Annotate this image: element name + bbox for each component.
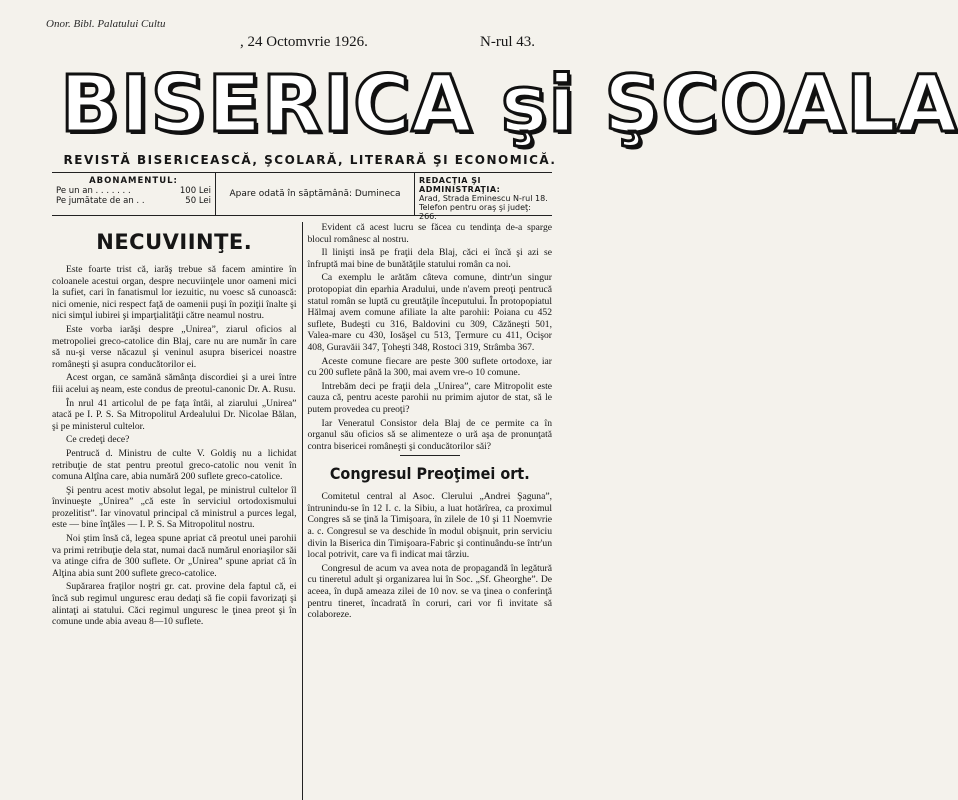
issue-date: , 24 Octomvrie 1926. bbox=[240, 34, 368, 50]
subscription-price: 50 Lei bbox=[185, 196, 211, 206]
section-divider bbox=[400, 455, 460, 456]
subscription-box bbox=[52, 173, 216, 215]
editorial-box bbox=[415, 173, 552, 221]
article-paragraph: Intrebăm deci pe fraţii dela „Unirea”, care Mitropolit este cauza că, pentru aceste parohii nu primim ajutor de stat, să le putem provedea cu preoţi? bbox=[307, 380, 553, 415]
masthead-title: BISERICA şi ŞCOALA bbox=[60, 60, 958, 150]
library-stamp: Onor. Bibl. Palatului Cultu bbox=[46, 18, 166, 30]
article-paragraph: Congresul de acum va avea nota de propagandă în legătură cu tineretul adult şi organizarea lui în Soc. „Sf. Gheorghe”. De aceea, în după ameaza zilei de 10 nov. se va ţinea o conferinţă pentru tineret, încadrată în coruri, cari vor fi invitate să colaboreze. bbox=[307, 562, 553, 621]
article-paragraph: Noi ştim însă că, legea spune apriat că preotul unei parohii va primi retribuţie dela stat, numai dacă numărul enoriaşilor săi va atinge cifra de 300 suflete. Or „Unirea” spune apriat că în Alţina abia sunt 200 suflete greco-catolice. bbox=[52, 533, 297, 579]
page-content bbox=[52, 222, 552, 800]
frequency-text: Apare odată în săptămână: Dumineca bbox=[229, 189, 401, 199]
issue-number: N-rul 43. bbox=[480, 34, 535, 50]
article-paragraph: Supărarea fraţilor noştri gr. cat. provine dela faptul că, ei încă sub regimul unguresc erau dedaţi să fie copii favorizaţi şi alintaţi ai statului. Căci regimul unguresc le ţinea preot şi în comune unde abia aveau 8—10 suflete. bbox=[52, 581, 297, 628]
masthead-subtitle: REVISTĂ BISERICEASCĂ, ŞCOLARĂ, LITERARĂ ŞI ECONOMICĂ. bbox=[63, 153, 557, 167]
frequency-box bbox=[216, 173, 415, 215]
subscription-period: Pe jumătate de an . . bbox=[56, 196, 145, 206]
article-paragraph: În nrul 41 articolul de pe faţa întâi, al ziarului „Unirea” atacă pe I. P. S. Sa Mitropolitul Ardealului Dr. Nicolae Bălan, şi pe ministerul cultelor. bbox=[52, 397, 297, 432]
article-paragraph: Pentrucă d. Ministru de culte V. Goldiş nu a lichidat retribuţie de stat pentru preotul greco-catolic nou venit în comuna Alţîna care, abia numără 200 suflete greco-catolice. bbox=[52, 447, 297, 483]
article-paragraph: Acest organ, ce samănă sămânţa discordiei şi a urei între fiii acelui aş neam, este condus de preotul-canonic Dr. A. Rusu. bbox=[52, 372, 297, 395]
info-bar bbox=[52, 172, 552, 221]
article-title: Congresul Preoţimei ort. bbox=[329, 464, 530, 484]
subscription-row bbox=[56, 186, 211, 196]
article-paragraph: Ce credeţi dece? bbox=[66, 434, 130, 446]
article-paragraph: Evident că acest lucru se făcea cu tendinţa de-a sparge blocul românesc al nostru. bbox=[307, 222, 553, 245]
article-paragraph: Aceste comune fiecare are peste 300 suflete ortodoxe, iar cu 200 suflete până la 300, mai avem vre-o 10 comune. bbox=[307, 355, 553, 379]
subscription-label: ABONAMENTUL: bbox=[89, 176, 178, 186]
subscription-row bbox=[56, 196, 211, 206]
editorial-address: Arad, Strada Eminescu N-rul 18. bbox=[419, 194, 548, 203]
editorial-label: REDACŢIA ŞI ADMINISTRAŢIA: bbox=[419, 176, 501, 194]
top-line bbox=[0, 6, 600, 50]
article-paragraph: Iar Veneratul Consistor dela Blaj de ce permite ca în organul său oficios să se alimenteze o ură aşa de pronunţată contra bisericei româneşti şi conducătorilor săi? bbox=[307, 417, 553, 452]
article-title: NECUVIINŢE. bbox=[96, 230, 253, 254]
article-paragraph: Ca exemplu le arătăm câteva comune, dintr'un singur protopopiat din eparhia Aradului, unde n'avem preoţi pentrucă statul român se luptă cu greutăţile începutului. În protopopiatul Hălmaj avem comune afiliate la alte parohii: Poiana cu 452 suflete, Budeşti cu 316, Baldovini cu 309, Căzăneşti 501, Valea-mare cu 430, Iosăşel cu 513, Ţermure cu 411, Ocişor 408, Guravăii 347, Ţoheşti 348, Rostoci 319, Strâmba 367. bbox=[307, 272, 553, 353]
article-paragraph: Il linişti insă pe fraţii dela Blaj, căci ei încă şi azi se înfruptă mai bine de bunătăţile statului român ca noi. bbox=[307, 247, 553, 270]
subscription-period: Pe un an . . . . . . . bbox=[56, 186, 131, 196]
editorial-phone: Telefon pentru oraş şi judeţ: 266. bbox=[419, 203, 531, 221]
subscription-price: 100 Lei bbox=[179, 186, 211, 196]
article-paragraph: Este vorba iarăşi despre „Unirea”, ziarul oficios al metropoliei greco-catolice din Blaj, care nu are număr în care să nu-şi verse năcazul şi veninul asupra bisericei noastre româneşti şi asupra conducătorilor ei. bbox=[52, 323, 297, 370]
article-paragraph: Şi pentru acest motiv absolut legal, pe ministrul cultelor îl învinueşte „Unirea” „că este în serviciul ortodoxismului prozelitist”. Iar vinovatul principal că ministrul a purces legal, este — bine înţăles — I. P. S. Sa Mitropolitul nostru. bbox=[52, 484, 297, 531]
left-column bbox=[52, 222, 302, 800]
article-paragraph: Comitetul central al Asoc. Clerului „Andrei Şaguna”, întrunindu-se în 12 I. c. la Sibiu, a luat hotărîrea, ca proximul Congres să se ţină la Timişoara, în zilele de 10 şi 11 Noemvrie a. c. Congresul se va deschide în modul obişnuit, prin serviciu divin la Biserica din Timişoara-Fabric şi continuându-se într'un local potrivit, care va fi indicat mai târziu. bbox=[307, 491, 553, 561]
article-paragraph: Este foarte trist că, iarăş trebue să facem amintire în coloanele acestui organ, despre necuviinţele unor oameni mici la sufiet, cari în fanatismul lor iezuitic, nu voesc să cunoască: nici omenie, nici respect faţă de oamenii puşi în poziţii înalte şi nici simţul iubirei şi imparţialităţii către neamul nostru. bbox=[52, 264, 297, 322]
right-column bbox=[303, 222, 553, 800]
